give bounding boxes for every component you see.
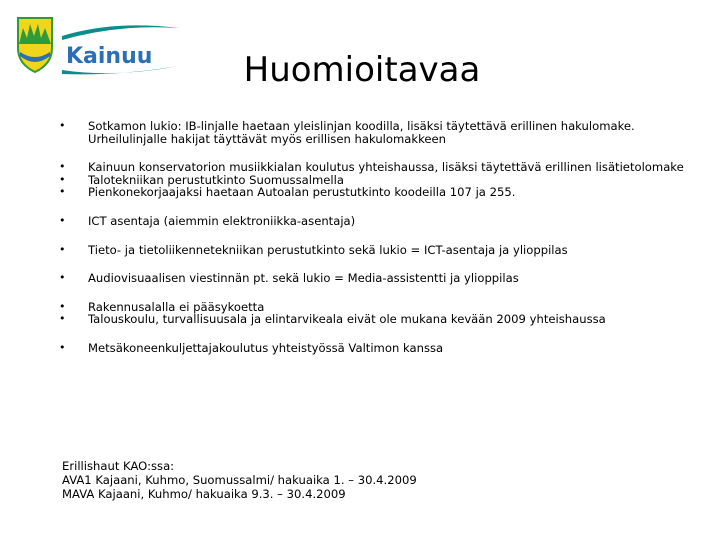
bullet-icon: •: [59, 213, 66, 227]
bullet-group: [58, 272, 698, 285]
bullet-icon: •: [59, 242, 66, 256]
bullet-item: [58, 313, 698, 326]
bullet-item: [58, 272, 698, 285]
footer-line: AVA1 Kajaani, Kuhmo, Suomussalmi/ hakuaika 1. – 30.4.2009: [62, 473, 417, 487]
bullet-text: Kainuun konservatorion musiikkialan koulutus yhteishaussa, lisäksi täytettävä erillinen lisätietolomake: [88, 160, 684, 175]
bullet-text: Talotekniikan perustutkinto Suomussalmella: [88, 172, 344, 187]
bullet-text: Audiovisuaalisen viestinnän pt. sekä lukio = Media-assistentti ja ylioppilas: [88, 271, 519, 286]
bullet-group: [58, 215, 698, 228]
bullet-text: Rakennusalalla ei pääsykoetta: [88, 299, 265, 314]
bullet-icon: •: [59, 271, 66, 285]
bullet-text: Pienkonekorjaajaksi haetaan Autoalan perustutkinto koodeilla 107 ja 255.: [88, 185, 516, 200]
bullet-text: Metsäkoneenkuljettajakoulutus yhteistyössä Valtimon kanssa: [88, 340, 444, 355]
bullet-text: ICT asentaja (aiemmin elektroniikka-asentaja): [88, 213, 356, 228]
bullet-item: [58, 215, 698, 228]
footer-line: MAVA Kajaani, Kuhmo/ hakuaika 9.3. – 30.4.2009: [62, 487, 346, 501]
bullet-list: [58, 120, 698, 355]
bullet-item: [58, 342, 698, 355]
bullet-icon: •: [59, 119, 66, 132]
slide-title: Huomioitavaa: [243, 50, 481, 90]
bullet-item: [58, 186, 698, 199]
footer-notes: [62, 459, 417, 501]
logo-text: Kainuu: [66, 44, 153, 69]
bullet-icon: •: [59, 172, 66, 186]
bullet-group: [58, 244, 698, 257]
footer-line: Erillishaut KAO:ssa:: [62, 459, 175, 473]
bullet-icon: •: [59, 340, 66, 354]
bullet-group: [58, 342, 698, 355]
bullet-text: Sotkamon lukio: IB-linjalle haetaan yleislinjan koodilla, lisäksi täytettävä erillinen hakulomake. Urheilulinjalle hakijat täyttävät myös erillisen hakulomakkeen: [88, 119, 635, 146]
bullet-item: [58, 244, 698, 257]
bullet-icon: •: [59, 299, 66, 313]
bullet-group: [58, 301, 698, 326]
bullet-icon: •: [59, 312, 66, 326]
bullet-text: Talouskoulu, turvallisuusala ja elintarvikeala eivät ole mukana kevään 2009 yhteishaussa: [88, 312, 606, 327]
bullet-icon: •: [59, 185, 66, 199]
bullet-group: [58, 161, 698, 199]
bullet-icon: •: [59, 160, 66, 174]
bullet-group: [58, 120, 698, 145]
bullet-item: [58, 120, 698, 145]
bullet-text: Tieto- ja tietoliikennetekniikan perustutkinto sekä lukio = ICT-asentaja ja ylioppilas: [88, 242, 568, 257]
